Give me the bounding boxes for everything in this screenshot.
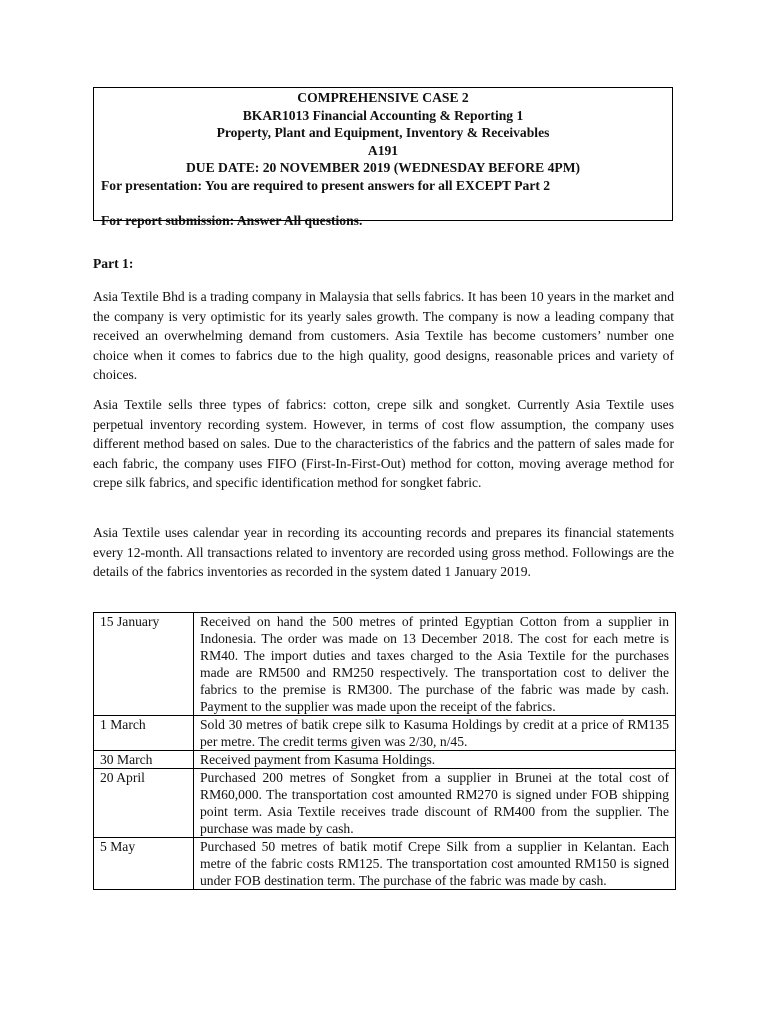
accounting-paragraph: Asia Textile uses calendar year in recording its accounting records and prepares its financial statements every 12-month. All transactions related to inventory are recorded using gross method. Followings are the details of the fabrics inventories as recorded in the system dated 1 January 2019.	[93, 525, 674, 580]
header-spacer	[94, 195, 672, 213]
transaction-description: Purchased 200 metres of Songket from a supplier in Brunei at the total cost of RM60,000. The transportation cost amounted RM270 is signed under FOB shipping point term. Asia Textile receives trade discount of RM400 from the supplier. The purchase was made by cash.	[194, 769, 676, 838]
transaction-description: Purchased 50 metres of batik motif Crepe Silk from a supplier in Kelantan. Each metre of the fabric costs RM125. The transportation cost amounted RM150 is signed under FOB destination term. The purchase of the fabric was made by cash.	[194, 838, 676, 890]
intro-paragraph: Asia Textile Bhd is a trading company in Malaysia that sells fabrics. It has been 10 years in the market and the company is very optimistic for its yearly sales growth. The company is now a leading company that received an overwhelming demand from customers. Asia Textile has become customers’ number one choice when it comes to fabrics due to the high quality, good designs, reasonable prices and variety of choices.	[93, 289, 674, 383]
topic-title: Property, Plant and Equipment, Inventory & Receivables	[216, 125, 550, 141]
transaction-description: Received payment from Kasuma Holdings.	[194, 751, 676, 769]
transaction-date: 15 January	[94, 613, 194, 716]
case-title: COMPREHENSIVE CASE 2	[297, 90, 469, 105]
table-row	[94, 716, 676, 751]
transaction-date: 1 March	[94, 716, 194, 751]
table-row	[94, 613, 676, 716]
transaction-date: 30 March	[94, 751, 194, 769]
table-row	[94, 838, 676, 890]
semester-code: A191	[367, 142, 399, 158]
transaction-date: 20 April	[94, 769, 194, 838]
table-row	[94, 769, 676, 838]
transaction-description: Received on hand the 500 metres of printed Egyptian Cotton from a supplier in Indonesia. The order was made on 13 December 2018. The cost for each metre is RM40. The import duties and taxes charged to the Asia Textile for the purchases made are RM500 and RM250 respectively. The transportation cost to deliver the fabrics to the premise is RM300. The purchase of the fabric was made by cash. Payment to the supplier was made upon the receipt of the fabrics.	[194, 613, 676, 716]
course-title: BKAR1013 Financial Accounting & Reporting 1	[242, 107, 524, 123]
part-1-heading: Part 1:	[93, 256, 134, 271]
presentation-instruction: For presentation: You are required to present answers for all EXCEPT Part 2	[101, 177, 551, 193]
fabrics-paragraph: Asia Textile sells three types of fabrics: cotton, crepe silk and songket. Currently Asia Textile uses perpetual inventory recording system. However, in terms of cost flow assumption, the company uses different method based on sales. Due to the characteristics of the fabrics and the pattern of sales made for each fabric, the company uses FIFO (First-In-First-Out) method for cotton, moving average method for crepe silk fabrics, and specific identification method for songket fabric.	[93, 397, 674, 491]
table-row	[94, 751, 676, 769]
transaction-date: 5 May	[94, 838, 194, 890]
due-date: DUE DATE: 20 NOVEMBER 2019 (WEDNESDAY BEFORE 4PM)	[185, 160, 581, 176]
report-instruction: For report submission: Answer All questions.	[101, 213, 363, 229]
transactions-table	[93, 612, 676, 890]
transaction-description: Sold 30 metres of batik crepe silk to Kasuma Holdings by credit at a price of RM135 per metre. The credit terms given was 2/30, n/45.	[194, 716, 676, 751]
case-header-box	[93, 87, 673, 229]
